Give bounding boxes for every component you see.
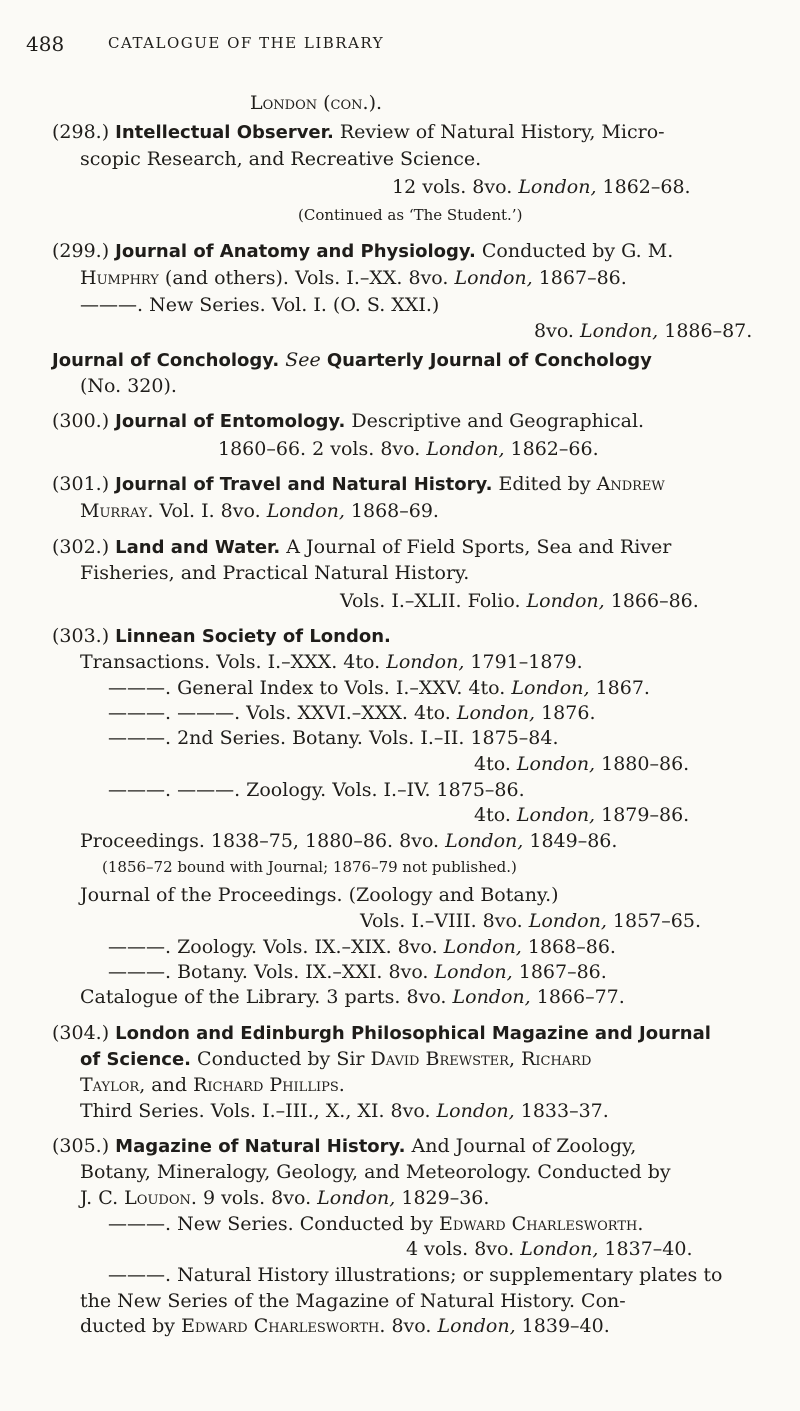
text-run: See bbox=[285, 349, 321, 371]
text-run: 1866–77. bbox=[530, 986, 625, 1008]
text-run: ———. New Series. Vol. I. (O. S. XXI.) bbox=[80, 294, 440, 316]
text-run: ———. New Series. Conducted by bbox=[108, 1213, 440, 1235]
text-run: 1837–40. bbox=[598, 1238, 693, 1260]
conchology-line-1 bbox=[52, 351, 652, 370]
text-run: Taylor bbox=[80, 1074, 140, 1096]
text-run: London, bbox=[518, 176, 597, 198]
text-run: (300.) bbox=[52, 410, 116, 432]
entry-299-line-1 bbox=[52, 242, 673, 261]
entry-303-journal-zoology bbox=[108, 938, 616, 957]
text-run: , bbox=[508, 1048, 522, 1070]
entry-305-line-8 bbox=[80, 1317, 610, 1336]
entry-303-general-index bbox=[108, 679, 650, 698]
text-run: Murray. bbox=[80, 500, 154, 522]
text-run: London, bbox=[445, 830, 524, 852]
page-number: 488 bbox=[26, 32, 65, 56]
text-run: ———. General Index to Vols. I.–XXV. 4to. bbox=[108, 677, 512, 699]
text-run: 1876. bbox=[535, 702, 596, 724]
entry-305-line-6 bbox=[108, 1266, 722, 1285]
text-run: 1860–66. 2 vols. 8vo. bbox=[218, 438, 427, 460]
text-run: Journal of Travel and Natural History. bbox=[115, 474, 493, 495]
text-run: 1886–87. bbox=[658, 320, 753, 342]
entry-304-line-3 bbox=[80, 1076, 345, 1095]
text-run: Fisheries, and Practical Natural History. bbox=[80, 562, 470, 584]
text-run: 1867–86. bbox=[512, 961, 607, 983]
entry-303-journal bbox=[80, 886, 559, 905]
entry-305-line-3 bbox=[80, 1189, 489, 1208]
text-run: 1857–65. bbox=[606, 910, 701, 932]
text-run: Journal of the Proceedings. (Zoology and Botany.) bbox=[80, 884, 559, 906]
text-run: London, bbox=[436, 1100, 515, 1122]
text-run: London, bbox=[386, 651, 465, 673]
entry-298-note bbox=[298, 208, 522, 223]
text-run: London, bbox=[520, 1238, 599, 1260]
entry-303-transactions bbox=[80, 653, 583, 672]
text-run: 1833–37. bbox=[514, 1100, 609, 1122]
text-run: (304.) bbox=[52, 1022, 116, 1044]
text-run: Vol. I. 8vo. bbox=[153, 500, 267, 522]
text-run: Vols. I.–VIII. 8vo. bbox=[360, 910, 529, 932]
entry-300-line-2 bbox=[218, 440, 599, 459]
text-run: . 8vo. bbox=[379, 1315, 438, 1337]
text-run: Catalogue of the Library. 3 parts. 8vo. bbox=[80, 986, 453, 1008]
text-run: Vols. I.–XLII. Folio. bbox=[340, 590, 527, 612]
entry-303-proceedings bbox=[80, 832, 617, 851]
text-run: 1862–66. bbox=[504, 438, 599, 460]
entry-303-journal-botany bbox=[108, 963, 607, 982]
entry-301-line-2 bbox=[80, 502, 439, 521]
text-run: (305.) bbox=[52, 1135, 116, 1157]
text-run: 1879–86. bbox=[595, 804, 690, 826]
text-run: J. C. bbox=[80, 1187, 125, 1209]
entry-302-line-2 bbox=[80, 564, 469, 583]
entry-298-line-1 bbox=[52, 123, 665, 142]
text-run: ———. ———. Zoology. Vols. I.–IV. 1875–86. bbox=[108, 779, 525, 801]
entry-303-botany bbox=[108, 729, 559, 748]
text-run: Journal of Anatomy and Physiology. bbox=[115, 241, 476, 262]
entry-300-line-1 bbox=[52, 412, 644, 431]
text-run: London and Edinburgh Philosophical Magazine and Journal bbox=[115, 1023, 711, 1044]
text-run: Proceedings. 1838–75, 1880–86. 8vo. bbox=[80, 830, 446, 852]
entry-304-line-2 bbox=[80, 1050, 591, 1069]
text-run: Richard bbox=[521, 1048, 592, 1070]
text-run: London, bbox=[317, 1187, 396, 1209]
text-run: 4to. bbox=[474, 753, 517, 775]
entry-301-line-1 bbox=[52, 475, 665, 494]
text-run: London, bbox=[516, 753, 596, 775]
entry-303-journal-vols bbox=[360, 912, 701, 931]
text-run: Magazine of Natural History. bbox=[115, 1136, 406, 1157]
entry-299-line-3 bbox=[80, 296, 439, 315]
entry-303-vols-xxvi bbox=[108, 704, 595, 723]
text-run: London, bbox=[266, 500, 345, 522]
text-run: London, bbox=[516, 804, 596, 826]
text-run: (301.) bbox=[52, 473, 116, 495]
text-run: A Journal of Field Sports, Sea and River bbox=[280, 536, 672, 558]
entry-302-line-3 bbox=[340, 592, 699, 611]
text-run: David Brewster bbox=[370, 1048, 509, 1070]
text-run: ———. Natural History illustrations; or supplementary plates to bbox=[108, 1264, 723, 1286]
text-run: 4to. bbox=[474, 804, 517, 826]
text-run: London, bbox=[454, 267, 533, 289]
text-run: London, bbox=[426, 438, 505, 460]
text-run: . 9 vols. 8vo. bbox=[190, 1187, 318, 1209]
text-run: Transactions. Vols. I.–XXX. 4to. bbox=[80, 651, 387, 673]
text-run: Loudon bbox=[124, 1187, 191, 1209]
text-run: London, bbox=[434, 961, 513, 983]
text-run: 1862–68. bbox=[596, 176, 691, 198]
text-run: 1866–86. bbox=[604, 590, 699, 612]
text-run: (1856–72 bound with Journal; 1876–79 not published.) bbox=[102, 858, 517, 876]
entry-298-line-3 bbox=[392, 178, 691, 197]
text-run: Journal of Entomology. bbox=[115, 411, 346, 432]
text-run: (298.) bbox=[52, 121, 116, 143]
text-run: of Science. bbox=[80, 1049, 192, 1070]
text-run: Andrew bbox=[596, 473, 665, 495]
text-run: 1867–86. bbox=[532, 267, 627, 289]
text-run: 1867. bbox=[589, 677, 650, 699]
text-run: scopic Research, and Recreative Science. bbox=[80, 148, 482, 170]
text-run: Richard Phillips bbox=[193, 1074, 339, 1096]
text-run: , and bbox=[139, 1074, 194, 1096]
text-run: . bbox=[338, 1074, 345, 1096]
text-run: 8vo. bbox=[534, 320, 581, 342]
entry-298-line-2 bbox=[80, 150, 481, 169]
entry-299-line-4 bbox=[534, 322, 752, 341]
text-run: London, bbox=[526, 590, 605, 612]
text-run: And Journal of Zoology, bbox=[405, 1135, 637, 1157]
text-run: Conducted by G. M. bbox=[475, 240, 674, 262]
entry-305-line-4 bbox=[108, 1215, 643, 1234]
entry-303-catalogue bbox=[80, 988, 625, 1007]
entry-305-line-1 bbox=[52, 1137, 636, 1156]
conchology-line-2 bbox=[80, 377, 177, 396]
entry-303-botany-imprint bbox=[474, 755, 689, 774]
text-run: ———. Zoology. Vols. IX.–XIX. 8vo. bbox=[108, 936, 444, 958]
text-run: London, bbox=[528, 910, 607, 932]
entry-304-line-4 bbox=[80, 1102, 609, 1121]
text-run: London, bbox=[443, 936, 522, 958]
text-run: Linnean Society of London. bbox=[115, 626, 391, 647]
entry-305-line-7 bbox=[80, 1292, 626, 1311]
entry-303-zoology-imprint bbox=[474, 806, 689, 825]
text-run: (299.) bbox=[52, 240, 116, 262]
entry-303-zoology bbox=[108, 781, 525, 800]
entry-303-heading bbox=[52, 627, 391, 646]
text-run: Edited by bbox=[492, 473, 597, 495]
text-run: 12 vols. 8vo. bbox=[392, 176, 519, 198]
entry-299-line-2 bbox=[80, 269, 627, 288]
text-run: Review of Natural History, Micro- bbox=[333, 121, 665, 143]
text-run: London, bbox=[452, 986, 531, 1008]
text-run: ———. Botany. Vols. IX.–XXI. 8vo. bbox=[108, 961, 435, 983]
text-run: Descriptive and Geographical. bbox=[345, 410, 645, 432]
text-run: (303.) bbox=[52, 625, 116, 647]
text-run: Edward Charlesworth bbox=[181, 1315, 380, 1337]
text-run: (302.) bbox=[52, 536, 116, 558]
text-run: Humphry bbox=[80, 267, 159, 289]
text-run: Edward Charlesworth bbox=[439, 1213, 638, 1235]
text-run: Conducted by Sir bbox=[191, 1048, 371, 1070]
entry-302-line-1 bbox=[52, 538, 671, 557]
text-run: London, bbox=[437, 1315, 516, 1337]
text-run: 1868–86. bbox=[521, 936, 616, 958]
text-run: 1868–69. bbox=[344, 500, 439, 522]
text-run: (and others). Vols. I.–XX. 8vo. bbox=[158, 267, 455, 289]
text-run: Quarterly Journal of Conchology bbox=[326, 350, 652, 371]
text-run: London, bbox=[511, 677, 590, 699]
text-run: 1849–86. bbox=[523, 830, 618, 852]
entry-303-proceedings-note bbox=[102, 860, 517, 875]
text-run: ducted by bbox=[80, 1315, 182, 1337]
text-run: 1839–40. bbox=[515, 1315, 610, 1337]
entry-304-line-1 bbox=[52, 1024, 711, 1043]
text-run: . bbox=[637, 1213, 644, 1235]
running-title: CATALOGUE OF THE LIBRARY bbox=[108, 34, 385, 52]
text-run: 1791–1879. bbox=[464, 651, 583, 673]
text-run: (No. 320). bbox=[80, 375, 177, 397]
text-run: ———. ———. Vols. XXVI.–XXX. 4to. bbox=[108, 702, 457, 724]
text-run: London, bbox=[456, 702, 536, 724]
text-run: (Continued as ‘The Student.’) bbox=[298, 206, 523, 224]
text-run: Botany, Mineralogy, Geology, and Meteorology. Conducted by bbox=[80, 1161, 671, 1183]
text-run: Intellectual Observer. bbox=[115, 122, 334, 143]
text-run: Third Series. Vols. I.–III., X., XI. 8vo. bbox=[80, 1100, 437, 1122]
text-run: 4 vols. 8vo. bbox=[406, 1238, 521, 1260]
text-run: Journal of Conchology. bbox=[52, 350, 280, 371]
entry-305-line-5 bbox=[406, 1240, 693, 1259]
text-run: London, bbox=[580, 320, 659, 342]
place-heading: London (con.). bbox=[250, 92, 383, 114]
text-run: the New Series of the Magazine of Natural History. Con- bbox=[80, 1290, 626, 1312]
entry-305-line-2 bbox=[80, 1163, 671, 1182]
text-run: ———. 2nd Series. Botany. Vols. I.–II. 1875–84. bbox=[108, 727, 559, 749]
text-run: 1880–86. bbox=[595, 753, 690, 775]
text-run: 1829–36. bbox=[395, 1187, 490, 1209]
text-run: Land and Water. bbox=[115, 537, 281, 558]
